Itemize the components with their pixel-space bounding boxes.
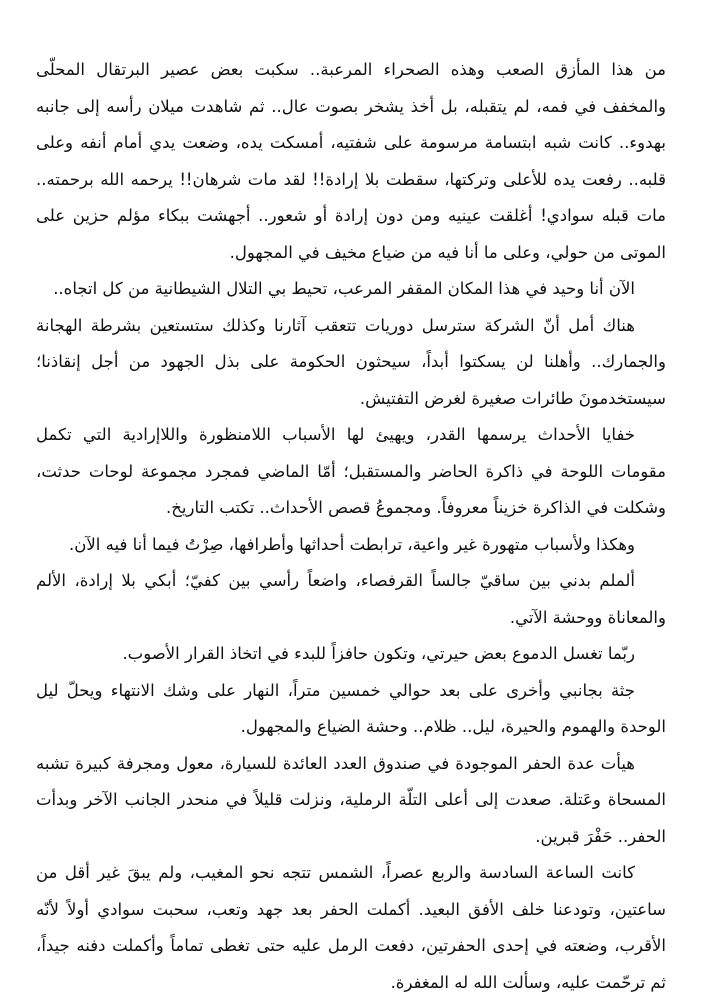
- paragraph-8: جثة بجانبي وأخرى على بعد حوالي خمسين متراً، النهار على وشك الانتهاء ويحلّ ليل الوحدة والهموم والحيرة، ليل.. ظلام.. وحشة الضياع والمجهول.: [36, 680, 666, 736]
- paragraph-5: وهكذا ولأسباب متهورة غير واعية، ترابطت أحداثها وأطرافها، صِرْتُ فيما أنا فيه الآن.: [69, 534, 635, 554]
- paragraph-7: ربّما تغسل الدموع بعض حيرتي، وتكون حافزاً للبدء في اتخاذ القرار الأصوب.: [122, 644, 635, 663]
- paragraph-6: ألملم بدني بين ساقيّ جالساً القرفصاء، واضعاً رأسي بين كفيّ؛ أبكي بلا إرادة، الألم والمعاناة ووحشة الآتي.: [36, 571, 666, 627]
- paragraph-10: كانت الساعة السادسة والربع عصراً، الشمس تتجه نحو المغيب، ولم يبقَ غير أقل من ساعتين، وتودعنا خلف الأفق البعيد. أكملت الحفر بعد جهد وتعب، سحبت سوادي أولاً لأنّه الأقرب، وضعته في إحدى الحفرتين، دفعت الرمل عليه حتى تغطى تماماً وأكملت دفنه جيداً، ثم ترحّمت عليه، وسألت الله له المغفرة.: [36, 863, 666, 992]
- paragraph-2: الآن أنا وحيد في هذا المكان المقفر المرعب، تحيط بي التلال الشيطانية من كل اتجاه..: [53, 279, 635, 298]
- document-page: [36, 52, 666, 1001]
- paragraph-3: هناك أمل أنّ الشركة سترسل دوريات تتعقب آثارنا وكذلك ستستعين بشرطة الهجانة والجمارك.. وأهلنا لن يسكتوا أبداً، سيحثون الحكومة على بذل الجهود من أجل إنقاذنا؛ سيستخدمونَ طائرات صغيرة لغرض التفتيش.: [36, 315, 666, 408]
- paragraph-4: خفايا الأحداث يرسمها القدر، ويهيئ لها الأسباب اللامنظورة واللاإرادية التي تكمل مقومات اللوحة في ذاكرة الحاضر والمستقبل؛ أمّا الماضي فمجرد مجموعة لوحات حدثت، وشكلت في الذاكرة خزيناً معروفاً. ومجموعُ قصص الأحداث.. تكتب التاريخ.: [36, 425, 666, 517]
- paragraph-1: من هذا المأزق الصعب وهذه الصحراء المرعبة.. سكبت بعض عصير البرتقال المحلّى والمخفف في فمه، لم يتقبله، بل أخذ يشخر بصوت عال.. ثم شاهدت ميلان رأسه إلى جانبه بهدوء.. كانت شبه ابتسامة مرسومة على شفتيه، أمسكت يده، وضعت يدي أمام أنفه وعلى قلبه.. رفعت يده للأعلى وتركتها، سقطت بلا إرادة!! لقد مات شرهان!! يرحمه الله برحمته.. مات قبله سوادي! أغلقت عينيه ومن دون إرادة أو شعور.. أجهشت ببكاء مؤلم حزين على الموتى من حولي، وعلى ما أنا فيه من ضياع مخيف في المجهول.: [36, 60, 666, 262]
- paragraph-9: هيأت عدة الحفر الموجودة في صندوق العدد العائدة للسيارة، معول ومجرفة كبيرة تشبه المسحاة وعَتلة. صعدت إلى أعلى التلّة الرملية، ونزلت قليلاً في منحدر الجانب الآخر وبدأت الحفر.. حَفْرَ قبرين.: [36, 753, 666, 846]
